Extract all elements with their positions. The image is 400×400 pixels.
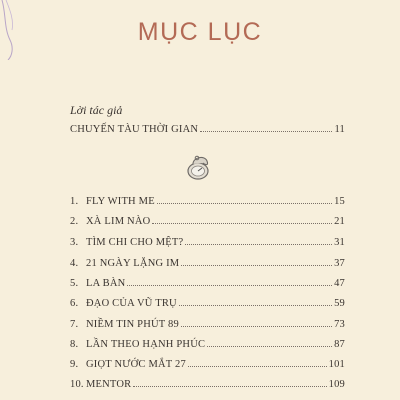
chapter-title: XÀ LIM NÀO bbox=[86, 216, 151, 227]
chapter-number: 5. bbox=[70, 278, 79, 289]
chapter-page: 87 bbox=[334, 339, 345, 350]
toc-chapter-row[interactable] bbox=[70, 298, 345, 309]
chapter-number: 8. bbox=[70, 339, 79, 350]
intro-label: Lời tác giả bbox=[70, 103, 123, 117]
toc-entry-title: CHUYẾN TÀU THỜI GIAN bbox=[70, 124, 199, 135]
dot-leader bbox=[181, 264, 332, 266]
toc-chapter-row[interactable] bbox=[70, 237, 345, 248]
dot-leader bbox=[200, 130, 332, 132]
toc-chapter-row[interactable] bbox=[70, 379, 345, 390]
chapter-title: LẦN THEO HẠNH PHÚC bbox=[86, 339, 206, 350]
toc-chapter-row[interactable] bbox=[70, 278, 345, 289]
chapter-page: 21 bbox=[334, 216, 345, 227]
chapter-title: 21 NGÀY LẶNG IM bbox=[86, 258, 180, 269]
chapter-page: 37 bbox=[334, 258, 345, 269]
chapter-number: 1. bbox=[70, 196, 79, 207]
chapter-number: 4. bbox=[70, 258, 79, 269]
chapter-page: 15 bbox=[334, 196, 345, 207]
chapter-title: FLY WITH ME bbox=[86, 196, 155, 207]
chapter-number: 2. bbox=[70, 216, 79, 227]
toc-chapter-row[interactable] bbox=[70, 339, 345, 350]
chapter-page: 31 bbox=[334, 237, 345, 248]
chapter-title: NIỀM TIN PHÚT 89 bbox=[86, 319, 179, 330]
chapter-title: ĐẠO CỦA VŨ TRỤ bbox=[86, 298, 177, 309]
dot-leader bbox=[133, 385, 326, 387]
compass-icon bbox=[185, 152, 213, 182]
chapter-page: 73 bbox=[334, 319, 345, 330]
chapter-page: 109 bbox=[328, 379, 345, 390]
dot-leader bbox=[188, 365, 327, 367]
dot-leader bbox=[152, 222, 332, 224]
dot-leader bbox=[181, 325, 332, 327]
dot-leader bbox=[127, 284, 332, 286]
chapter-title: MENTOR bbox=[86, 379, 132, 390]
chapter-page: 101 bbox=[328, 359, 345, 370]
chapter-number: 10. bbox=[70, 379, 84, 390]
chapter-title: LA BÀN bbox=[86, 278, 126, 289]
toc-chapter-row[interactable] bbox=[70, 196, 345, 207]
chapter-number: 9. bbox=[70, 359, 79, 370]
chapter-title: TÌM CHI CHO MỆT? bbox=[86, 237, 184, 248]
chapter-page: 59 bbox=[334, 298, 345, 309]
toc-entry-page: 11 bbox=[334, 124, 345, 135]
chapter-title: GIỌT NƯỚC MẮT 27 bbox=[86, 359, 186, 370]
dot-leader bbox=[179, 304, 332, 306]
toc-intro-entry[interactable] bbox=[70, 124, 345, 135]
dot-leader bbox=[207, 345, 332, 347]
dot-leader bbox=[185, 243, 332, 245]
toc-chapter-row[interactable] bbox=[70, 258, 345, 269]
chapter-number: 3. bbox=[70, 237, 79, 248]
chapter-number: 7. bbox=[70, 319, 79, 330]
toc-chapter-row[interactable] bbox=[70, 216, 345, 227]
dot-leader bbox=[157, 202, 332, 204]
chapter-number: 6. bbox=[70, 298, 79, 309]
toc-chapter-row[interactable] bbox=[70, 359, 345, 370]
toc-chapter-row[interactable] bbox=[70, 319, 345, 330]
chapter-page: 47 bbox=[334, 278, 345, 289]
page-title: MỤC LỤC bbox=[137, 18, 263, 46]
